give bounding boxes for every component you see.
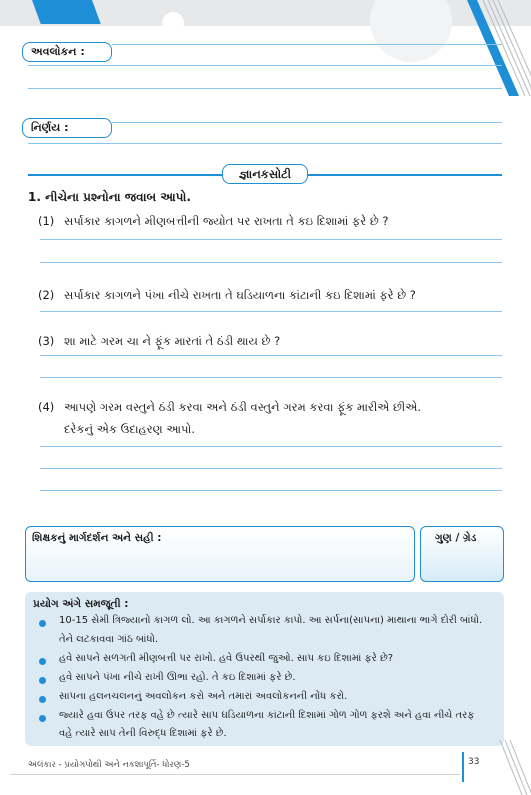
bullet-icon [39,715,46,722]
explanation-text: જ્યારે હવા ઉપર તરફ વહે છે ત્યારે સાપ ઘડિયાળના કાંટાની દિશામાં ગોળ ગોળ ફરશે અને હવા નીચે તરફ [59,710,475,721]
explanation-text: 10-15 સેમી ત્રિજ્યાનો કાગળ લો. આ કાગળને સર્પાકાર કાપો. આ સર્પના(સાપના) માથાના ભાગે દોરી બાંધો. [59,615,483,626]
question-number: (3) [38,334,55,348]
grade-label: ગુણ / ગ્રેડ [435,532,477,544]
decorative-blue-tab [32,0,101,24]
answer-line [40,239,502,240]
question-text: સર્પાકાર કાગળને મીણબત્તીની જ્યોત પર રાખતા તે કઇ દિશામાં ફરે છે ? [64,214,389,228]
footer-stripes [500,740,531,795]
quiz-heading: 1. નીચેના પ્રશ્નોના જવાબ આપો. [28,190,191,204]
explanation-title: પ્રયોગ અંગે સમજૂતી : [33,598,129,610]
explanation-text: તેને લટકાવવા ગાંઠ બાંધો. [59,634,159,645]
answer-line [40,262,502,263]
question-text: સર્પાકાર કાગળને પંખા નીચે રાખતા તે ઘડિયાળના કાંટાની કઇ દિશામાં ફરે છે ? [64,288,416,302]
observation-line [112,44,502,45]
observation-line [28,65,502,66]
page-number: 33 [468,757,480,767]
decision-label: નિર્ણય : [22,118,112,138]
answer-line [40,311,502,312]
quiz-badge: જ્ઞાનકસોટી [222,164,308,184]
question-text: દરેકનું એક ઉદાહરણ આપો. [64,422,195,436]
observation-label: અવલોકન : [22,42,112,62]
decorative-circle-large [370,0,452,62]
answer-line [40,490,502,491]
observation-line [28,88,502,89]
explanation-box [25,592,504,746]
answer-line [40,468,502,469]
bullet-icon [39,658,46,665]
question-text: આપણે ગરમ વસ્તુને ઠંડી કરવા અને ઠંડી વસ્તુને ગરમ કરવા ફૂંક મારીએ છીએ. [64,400,421,414]
answer-line [40,355,502,356]
footer-rule [10,774,460,775]
bullet-icon [39,620,46,627]
explanation-text: સાપના હલનચલનનું અવલોકન કરો અને તમારાં અવલોકનની નોંધ કરો. [59,691,348,702]
explanation-text: વહે ત્યારે સાપ તેની વિરુદ્ધ દિશામાં ફરે છે. [59,728,227,739]
teacher-guidance-label: શિક્ષકનું માર્ગદર્શન અને સહી : [32,532,162,544]
corner-stripes [461,0,531,96]
explanation-text: હવે સાપને પંખા નીચે રાખી ઊભા રહો. તે કઇ દિશામાં ફરે છે. [59,672,296,683]
question-text: શા માટે ગરમ ચા ને ફૂંક મારતાં તે ઠંડી થાય છે ? [64,334,281,348]
answer-line [40,446,502,447]
grade-box [420,526,504,582]
question-number: (1) [38,214,55,228]
decision-line [112,122,502,123]
explanation-text: હવે સાપને સળગતી મીણબત્તી પર રાખો. હવે ઉપરથી જુઓ. સાપ કઇ દિશામાં ફરે છે? [59,653,394,664]
decision-line [28,143,502,144]
footer-text: અલંકાર - પ્રયોગપોથી અને નકશાપૂર્તિ- ધોરણ-5 [28,760,190,770]
teacher-guidance-box [25,526,415,582]
bullet-icon [39,696,46,703]
bullet-icon [39,677,46,684]
question-number: (2) [38,288,55,302]
decorative-circle [162,12,184,34]
answer-line [40,377,502,378]
question-number: (4) [38,400,55,414]
